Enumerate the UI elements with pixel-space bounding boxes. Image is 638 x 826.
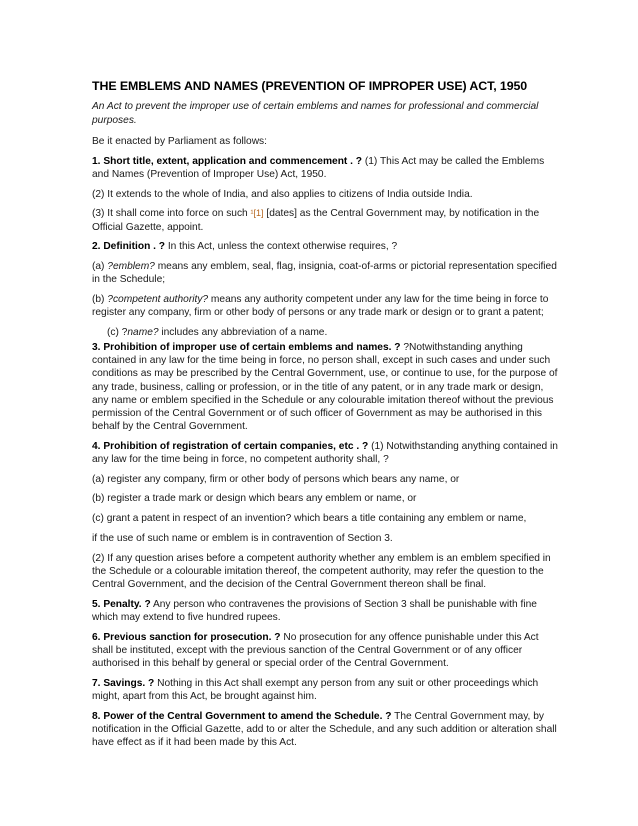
section-4 xyxy=(92,440,558,466)
section-5-text: Any person who contravenes the provisions of Section 3 shall be punishable with fine which may extend to five hundred rupees. xyxy=(92,598,537,623)
section-8 xyxy=(92,710,558,750)
definition-c-prefix: (c) ? xyxy=(107,326,128,338)
definition-a-term: ?emblem? xyxy=(107,260,155,272)
section-4-text: (1) Notwithstanding anything contained in any law for the time being in force, no competent authority shall, ? xyxy=(92,440,558,466)
section-5 xyxy=(92,598,558,624)
section-6-heading: 6. Previous sanction for prosecution. ? xyxy=(92,631,281,643)
section-4-heading: 4. Prohibition of registration of certain companies, etc . ? xyxy=(92,440,369,452)
definition-b-prefix: (b) xyxy=(92,293,108,305)
section-4-condition: if the use of such name or emblem is in contravention of Section 3. xyxy=(92,532,393,544)
footnote-link[interactable]: ¹[1] xyxy=(250,208,264,219)
section-1-sub-3-a: (3) It shall come into force on such xyxy=(92,208,251,220)
definition-a-text: means any emblem, seal, flag, insignia, coat-of-arms or pictorial representation specified in the Schedule; xyxy=(92,260,557,286)
section-2-heading: 2. Definition . ? xyxy=(92,241,166,253)
definition-c xyxy=(92,326,558,339)
section-3-text: ?Notwithstanding anything contained in any law for the time being in force, no person shall, except in such cases and under such conditions as may be prescribed by the Central Government, use, or continue to use, for the purpose of any trade, business, calling or profession, or in the title of any patent, or in any trade mark or design, any name or emblem specified in the Schedule or any colourable imitation thereof without the previous permission of the Central Government or of such officer of Government as may be authorised in this behalf by the Central Government. xyxy=(92,341,558,433)
document-title: THE EMBLEMS AND NAMES (PREVENTION OF IMPROPER USE) ACT, 1950 xyxy=(92,79,528,93)
section-4-clause-a: (a) register any company, firm or other body of persons which bears any name, or xyxy=(92,473,460,485)
definition-b-term: ?competent authority? xyxy=(107,293,209,305)
section-6 xyxy=(92,631,558,671)
document-subtitle: An Act to prevent the improper use of certain emblems and names for professional and commercial purposes. xyxy=(92,101,539,126)
section-1-heading: 1. Short title, extent, application and commencement . ? xyxy=(92,155,363,167)
section-3-heading: 3. Prohibition of improper use of certain emblems and names. ? xyxy=(92,341,401,353)
section-1-sub-3 xyxy=(92,207,558,233)
definition-a-prefix: (a) xyxy=(92,260,108,272)
definition-b-text: means any authority competent under any law for the time being in force to register any company, firm or other body of persons or any trade mark or design or to grant a patent; xyxy=(92,293,549,319)
section-3 xyxy=(92,341,558,433)
section-1 xyxy=(92,155,558,181)
section-7-heading: 7. Savings. ? xyxy=(92,677,155,689)
section-4-clause-b: (b) register a trade mark or design which bears any emblem or name, or xyxy=(92,493,417,505)
section-5-heading: 5. Penalty. ? xyxy=(92,598,151,610)
enacting-clause: Be it enacted by Parliament as follows: xyxy=(92,136,267,147)
definition-c-term: name? xyxy=(127,326,159,338)
definition-c-text: includes any abbreviation of a name. xyxy=(158,326,328,338)
section-4-clause-c: (c) grant a patent in respect of an invention? which bears a title containing any emblem or name, xyxy=(92,513,527,525)
section-4-sub-2: (2) If any question arises before a competent authority whether any emblem is an emblem specified in the Schedule or a colourable imitation thereof, the competent authority, may refer the question to the Central Government, and the decision of the Central Government thereon shall be final. xyxy=(92,552,551,590)
section-8-text: The Central Government may, by notification in the Official Gazette, add to or alter the Schedule, and any such addition or alteration shall have effect as if it had been made by this Act. xyxy=(92,710,557,749)
section-2-text: In this Act, unless the context otherwise requires, ? xyxy=(165,241,398,253)
section-7 xyxy=(92,677,558,703)
section-1-sub-3-b: [dates] as the Central Government may, by notification in the Official Gazette, appoint. xyxy=(92,208,540,233)
section-1-text: (1) This Act may be called the Emblems and Names (Prevention of Improper Use) Act, 1950. xyxy=(92,155,545,180)
definition-b xyxy=(92,293,558,319)
section-6-text: No prosecution for any offence punishable under this Act shall be instituted, except with the previous sanction of the Central Government or of any officer authorised in this behalf by general or special order of the Central Government. xyxy=(92,631,539,669)
section-2 xyxy=(92,240,558,253)
definition-a xyxy=(92,260,558,286)
section-8-heading: 8. Power of the Central Government to amend the Schedule. ? xyxy=(92,710,392,722)
section-1-sub-2: (2) It extends to the whole of India, and also applies to citizens of India outside India. xyxy=(92,188,473,200)
section-7-text: Nothing in this Act shall exempt any person from any suit or other proceedings which might, apart from this Act, be brought against him. xyxy=(92,677,539,702)
